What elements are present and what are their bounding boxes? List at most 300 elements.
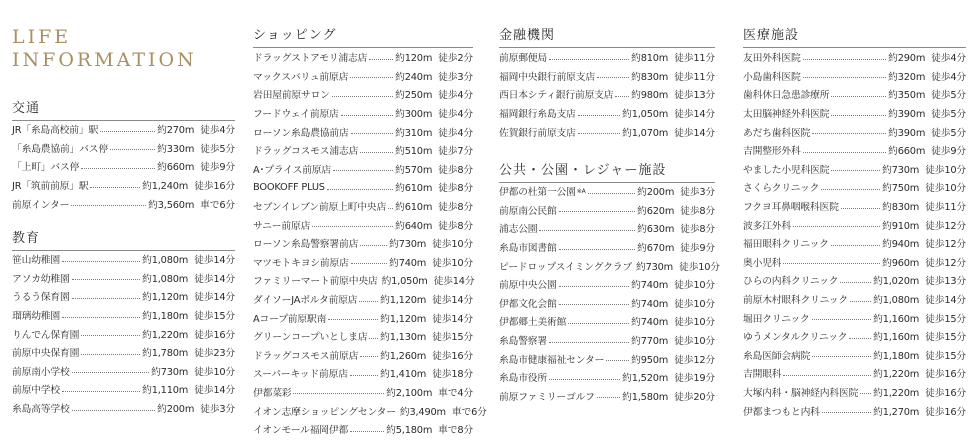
distance: 約1,180m — [142, 311, 189, 323]
list-item — [253, 253, 473, 272]
travel-time: 徒歩15分 — [194, 311, 235, 323]
travel-time: 徒歩11分 — [925, 202, 966, 214]
travel-time: 徒歩20分 — [674, 391, 715, 403]
facility-name: 小島歯科医院 — [743, 71, 801, 83]
list-item — [253, 346, 473, 365]
facility-name: 伊都郷土美術館 — [499, 317, 567, 329]
distance: 約670m — [637, 243, 675, 255]
dotted-leader — [360, 245, 387, 246]
dotted-leader — [71, 205, 146, 206]
list-item — [253, 178, 473, 197]
dotted-leader — [350, 431, 384, 432]
dotted-leader — [588, 193, 636, 194]
list-item — [253, 48, 473, 67]
dotted-leader — [812, 319, 872, 320]
travel-time: 徒歩15分 — [925, 313, 966, 325]
list-item — [253, 364, 473, 383]
travel-time: 徒歩16分 — [432, 350, 473, 362]
distance: 約950m — [631, 354, 669, 366]
travel-time: 徒歩5分 — [931, 127, 966, 139]
dotted-leader — [803, 59, 887, 60]
facility-name: 伊都まつもと内科 — [743, 406, 820, 418]
distance: 約1,580m — [622, 391, 669, 403]
dotted-leader — [388, 208, 393, 209]
list-item — [253, 141, 473, 160]
distance: 約1,130m — [380, 332, 427, 344]
facility-name: ローソン糸島農協前店 — [253, 127, 349, 139]
list-item — [253, 67, 473, 86]
distance: 約660m — [888, 146, 926, 158]
list-item — [743, 401, 966, 420]
education-list — [12, 250, 235, 417]
dotted-leader — [90, 187, 140, 188]
list-item — [12, 120, 235, 139]
list-item — [743, 234, 966, 253]
distance: 約640m — [395, 220, 433, 232]
facility-name: 歯科休日急患診療所 — [743, 90, 830, 102]
facility-name: やました小児科医院 — [743, 164, 830, 176]
travel-time: 徒歩8分 — [438, 164, 473, 176]
travel-time: 徒歩14分 — [194, 292, 235, 304]
dotted-leader — [841, 208, 880, 209]
facility-name: 糸島市健康福祉センター — [499, 354, 605, 366]
distance: 約1,070m — [622, 127, 669, 139]
list-item — [253, 308, 473, 327]
travel-time: 徒歩5分 — [200, 143, 235, 155]
facility-name: 糸島市役所 — [499, 373, 547, 385]
facility-name: ローソン糸島警察署前店 — [253, 239, 359, 251]
travel-time: 徒歩10分 — [674, 317, 715, 329]
travel-time: 徒歩8分 — [438, 183, 473, 195]
dotted-leader — [360, 152, 393, 153]
dotted-leader — [559, 249, 636, 250]
travel-time: 徒歩10分 — [674, 280, 715, 292]
list-item — [12, 380, 235, 399]
facility-name: JR「糸島高校前」駅 — [12, 125, 99, 137]
list-item — [12, 306, 235, 325]
dotted-leader — [62, 317, 140, 318]
travel-time: 車で8分 — [438, 425, 473, 437]
list-item — [12, 139, 235, 158]
dotted-leader — [549, 379, 620, 380]
list-item — [12, 194, 235, 213]
travel-time: 車で6分 — [451, 406, 487, 418]
travel-time: 徒歩12分 — [925, 239, 966, 251]
title-line-1: LIFE — [12, 26, 72, 48]
distance: 約1,110m — [142, 385, 189, 397]
distance: 約910m — [882, 220, 920, 232]
dotted-leader — [328, 319, 378, 320]
distance: 約1,410m — [380, 369, 427, 381]
distance: 約830m — [882, 202, 920, 214]
dotted-leader — [62, 391, 140, 392]
travel-time: 徒歩4分 — [931, 53, 966, 65]
footnote-mark: ※A — [576, 187, 586, 195]
distance: 約1,120m — [142, 292, 189, 304]
dotted-leader — [793, 226, 880, 227]
distance: 約1,050m — [622, 109, 669, 121]
distance: 約730m — [389, 239, 427, 251]
list-item — [499, 312, 715, 331]
travel-time: 徒歩14分 — [674, 109, 715, 121]
list-item — [743, 271, 966, 290]
facility-name: 岩田屋前原サロン — [253, 90, 330, 102]
facility-name: 「糸島農協前」バス停 — [12, 143, 108, 155]
dotted-leader — [578, 133, 620, 134]
facility-name: サニー前原店 — [253, 220, 311, 232]
facility-name: 前原インター — [12, 199, 70, 211]
dotted-leader — [332, 96, 393, 97]
distance: 約1,020m — [873, 276, 920, 288]
title-line-2: INFORMATION — [12, 49, 197, 71]
facility-name: うるう保育園 — [12, 292, 70, 304]
dotted-leader — [293, 393, 384, 394]
travel-time: 徒歩13分 — [925, 276, 966, 288]
travel-time: 徒歩10分 — [432, 257, 473, 269]
list-item — [12, 399, 235, 418]
dotted-leader — [831, 96, 886, 97]
dotted-leader — [62, 261, 140, 262]
facility-name: 福岡銀行糸島支店 — [499, 109, 576, 121]
distance: 約390m — [888, 127, 926, 139]
list-item — [12, 324, 235, 343]
list-item — [12, 287, 235, 306]
list-item — [253, 420, 473, 439]
dotted-leader — [81, 168, 155, 169]
distance: 約730m — [882, 164, 920, 176]
facility-name: 堀田クリニック — [743, 313, 810, 325]
facility-name: 西日本シティ銀行前原支店 — [499, 90, 614, 102]
distance: 約630m — [637, 224, 675, 236]
list-item — [743, 308, 966, 327]
facility-name: 糸島市図書館 — [499, 243, 557, 255]
distance: 約750m — [882, 183, 920, 195]
distance: 約740m — [389, 257, 427, 269]
dotted-leader — [72, 372, 150, 373]
facility-name: イオンモール福岡伊都 — [253, 425, 349, 437]
dotted-leader — [783, 375, 871, 376]
facility-name: 伊都菜彩 — [253, 387, 292, 399]
facility-name: 太田脳神経外科医院 — [743, 109, 830, 121]
facility-name: 前原中学校 — [12, 385, 60, 397]
travel-time: 徒歩3分 — [680, 187, 715, 199]
dotted-leader — [350, 375, 378, 376]
dotted-leader — [606, 360, 629, 361]
travel-time: 車で6分 — [200, 199, 235, 211]
list-item — [12, 362, 235, 381]
list-item — [253, 215, 473, 234]
dotted-leader — [312, 226, 393, 227]
distance: 約620m — [637, 205, 675, 217]
dotted-leader — [803, 77, 887, 78]
facility-name: 糸島警察署 — [499, 336, 547, 348]
transport-list — [12, 120, 235, 213]
distance: 約2,100m — [386, 387, 433, 399]
list-item — [499, 201, 715, 220]
travel-time: 徒歩10分 — [925, 183, 966, 195]
distance: 約570m — [395, 164, 433, 176]
dotted-leader — [110, 149, 155, 150]
list-item — [743, 383, 966, 402]
list-item — [499, 48, 715, 67]
list-item — [499, 275, 715, 294]
travel-time: 徒歩5分 — [931, 90, 966, 102]
list-item — [499, 104, 715, 123]
distance: 約1,220m — [142, 329, 189, 341]
list-item — [743, 141, 966, 160]
travel-time: 徒歩9分 — [931, 146, 966, 158]
travel-time: 車で4分 — [438, 387, 473, 399]
facility-name: ひらの内科クリニック — [743, 276, 839, 288]
travel-time: 徒歩16分 — [925, 387, 966, 399]
travel-time: 徒歩5分 — [931, 109, 966, 121]
travel-time: 徒歩16分 — [194, 181, 235, 193]
distance: 約200m — [157, 404, 195, 416]
facility-name: イオン志摩ショッピングセンター — [253, 406, 396, 418]
list-item — [743, 122, 966, 141]
travel-time: 徒歩23分 — [194, 348, 235, 360]
dotted-leader — [578, 115, 620, 116]
dotted-leader — [615, 96, 629, 97]
dotted-leader — [831, 115, 886, 116]
dotted-leader — [840, 282, 871, 283]
travel-time: 徒歩18分 — [432, 369, 473, 381]
distance: 約1,120m — [380, 295, 427, 307]
list-item — [12, 176, 235, 195]
dotted-leader — [568, 323, 629, 324]
facility-name: 前原中央公園 — [499, 280, 557, 292]
travel-time: 徒歩16分 — [925, 406, 966, 418]
facility-name: 福田眼科クリニック — [743, 239, 829, 251]
facility-name: 前原郵便局 — [499, 53, 547, 65]
facility-name: マツモトキヨシ前原店 — [253, 257, 349, 269]
travel-time: 徒歩10分 — [674, 336, 715, 348]
facility-name: JR「筑前前原」駅 — [12, 181, 89, 193]
dotted-leader — [783, 263, 880, 264]
distance: 約200m — [637, 187, 675, 199]
facility-name: 福岡中央銀行前原支店 — [499, 71, 595, 83]
facility-name: Aコープ前原駅南 — [253, 313, 327, 325]
travel-time: 徒歩14分 — [194, 385, 235, 397]
travel-time: 徒歩14分 — [194, 255, 235, 267]
facility-name: あだち歯科医院 — [743, 127, 811, 139]
facility-name: 笹山幼稚園 — [12, 255, 60, 267]
travel-time: 徒歩12分 — [925, 220, 966, 232]
list-item — [743, 327, 966, 346]
travel-time: 徒歩11分 — [674, 53, 715, 65]
distance: 約1,220m — [873, 387, 920, 399]
dotted-leader — [822, 412, 871, 413]
list-item — [743, 85, 966, 104]
list-item — [499, 122, 715, 141]
facility-name: 前原中央保育園 — [12, 348, 80, 360]
travel-time: 徒歩15分 — [925, 332, 966, 344]
facility-name: A･プライス前原店 — [253, 164, 331, 176]
travel-time: 徒歩15分 — [432, 332, 473, 344]
section-heading-shopping: ショッピング — [253, 24, 473, 46]
distance: 約1,220m — [873, 369, 920, 381]
facility-name: 伊都の杜第一公園 — [499, 187, 576, 199]
dotted-leader — [350, 77, 393, 78]
dotted-leader — [559, 211, 636, 212]
dotted-leader — [821, 189, 880, 190]
dotted-leader — [831, 170, 880, 171]
list-item — [499, 238, 715, 257]
list-item — [12, 157, 235, 176]
travel-time: 徒歩10分 — [925, 164, 966, 176]
facility-name: ダイソーJAボルタ前原店 — [253, 295, 358, 307]
list-item — [743, 364, 966, 383]
distance: 約350m — [888, 90, 926, 102]
travel-time: 徒歩14分 — [433, 276, 475, 288]
facility-name: セブンイレブン前原上町中央店 — [253, 202, 387, 214]
travel-time: 徒歩14分 — [432, 313, 473, 325]
list-item — [499, 294, 715, 313]
public-leisure-list — [499, 182, 720, 405]
travel-time: 徒歩8分 — [438, 202, 473, 214]
facility-name: 糸島医師会病院 — [743, 350, 811, 362]
dotted-leader — [72, 410, 156, 411]
facility-name: 浦志公園 — [499, 224, 538, 236]
travel-time: 徒歩14分 — [674, 127, 715, 139]
travel-time: 徒歩9分 — [680, 243, 715, 255]
travel-time: 徒歩10分 — [432, 239, 473, 251]
distance: 約1,780m — [142, 348, 189, 360]
distance: 約510m — [395, 146, 433, 158]
list-item — [499, 182, 715, 201]
travel-time: 徒歩14分 — [925, 295, 966, 307]
travel-time: 徒歩19分 — [674, 373, 715, 385]
facility-name: スーパーキッド前原店 — [253, 369, 348, 381]
facility-name: りんでん保育園 — [12, 329, 80, 341]
list-item — [743, 48, 966, 67]
dotted-leader — [803, 152, 887, 153]
facility-name: 糸島高等学校 — [12, 404, 70, 416]
dotted-leader — [549, 59, 629, 60]
dotted-leader — [81, 335, 140, 336]
section-heading-transport: 交通 — [12, 97, 235, 119]
distance: 約1,160m — [873, 313, 920, 325]
distance: 約1,050m — [381, 276, 428, 288]
distance: 約3,490m — [399, 406, 446, 418]
travel-time: 徒歩14分 — [432, 295, 473, 307]
dotted-leader — [597, 397, 620, 398]
dotted-leader — [831, 245, 880, 246]
travel-time: 徒歩4分 — [438, 109, 473, 121]
section-heading-medical: 医療施設 — [743, 24, 966, 46]
list-item — [743, 160, 966, 179]
distance: 約290m — [888, 53, 926, 65]
distance: 約250m — [395, 90, 433, 102]
dotted-leader — [341, 115, 393, 116]
list-item — [253, 290, 473, 309]
list-item — [743, 104, 966, 123]
travel-time: 徒歩8分 — [680, 224, 715, 236]
list-item — [12, 269, 235, 288]
list-item — [253, 271, 473, 290]
distance: 約830m — [631, 71, 669, 83]
distance: 約390m — [888, 109, 926, 121]
distance: 約300m — [395, 109, 433, 121]
distance: 約330m — [157, 143, 195, 155]
list-item — [743, 197, 966, 216]
section-heading-finance: 金融機関 — [499, 24, 715, 46]
facility-name: 瑠璃幼稚園 — [12, 311, 60, 323]
list-item — [743, 346, 966, 365]
list-item — [12, 343, 235, 362]
dotted-leader — [359, 301, 378, 302]
list-item — [253, 327, 473, 346]
page-title — [12, 26, 197, 72]
travel-time: 徒歩3分 — [438, 71, 473, 83]
travel-time: 徒歩9分 — [200, 162, 235, 174]
travel-time: 徒歩10分 — [674, 298, 715, 310]
facility-name: BOOKOFF PLUS — [253, 181, 325, 193]
list-item — [743, 215, 966, 234]
travel-time: 徒歩14分 — [194, 273, 235, 285]
distance: 約740m — [631, 298, 669, 310]
dotted-leader — [849, 338, 871, 339]
facility-name: 吉開眼科 — [743, 369, 782, 381]
list-item — [253, 104, 473, 123]
travel-time: 徒歩4分 — [931, 71, 966, 83]
dotted-leader — [351, 133, 394, 134]
facility-name: 友田外科医院 — [743, 53, 801, 65]
distance: 約1,260m — [380, 350, 427, 362]
travel-time: 徒歩4分 — [200, 125, 235, 137]
distance: 約770m — [631, 336, 669, 348]
dotted-leader — [369, 59, 393, 60]
list-item — [499, 85, 715, 104]
dotted-leader — [72, 279, 141, 280]
distance: 約610m — [395, 183, 433, 195]
travel-time: 徒歩10分 — [679, 261, 720, 273]
distance: 約740m — [631, 317, 669, 329]
facility-name: 前原ファミリーゴルフ — [499, 391, 595, 403]
travel-time: 徒歩4分 — [438, 90, 473, 102]
distance: 約810m — [631, 53, 669, 65]
facility-name: フクヨ耳鼻咽喉科医院 — [743, 202, 839, 214]
facility-name: 佐賀銀行前原支店 — [499, 127, 576, 139]
travel-time: 徒歩7分 — [438, 146, 473, 158]
travel-time: 徒歩15分 — [925, 350, 966, 362]
facility-name: フードウェイ前原店 — [253, 109, 339, 121]
facility-name: 大塚内科・脳神経内科医院 — [743, 387, 859, 399]
dotted-leader — [72, 298, 141, 299]
list-item — [499, 349, 715, 368]
dotted-leader — [559, 286, 630, 287]
travel-time: 徒歩13分 — [674, 90, 715, 102]
facility-name: ファミリーマート前原中央店 — [253, 276, 378, 288]
travel-time: 徒歩11分 — [674, 71, 715, 83]
facility-name: ドラッグストアモリ浦志店 — [253, 53, 368, 65]
facility-name: 吉開整形外科 — [743, 146, 801, 158]
facility-name: 奥小児科 — [743, 257, 782, 269]
travel-time: 徒歩8分 — [680, 205, 715, 217]
travel-time: 徒歩12分 — [925, 257, 966, 269]
distance: 約320m — [888, 71, 926, 83]
distance: 約1,160m — [873, 332, 920, 344]
facility-name: 前原木村眼科クリニック — [743, 295, 848, 307]
list-item — [253, 160, 473, 179]
distance: 約1,120m — [380, 313, 427, 325]
list-item — [743, 253, 966, 272]
distance: 約960m — [882, 257, 920, 269]
dotted-leader — [327, 189, 393, 190]
distance: 約940m — [882, 239, 920, 251]
distance: 約1,520m — [622, 373, 669, 385]
distance: 約5,180m — [386, 425, 433, 437]
